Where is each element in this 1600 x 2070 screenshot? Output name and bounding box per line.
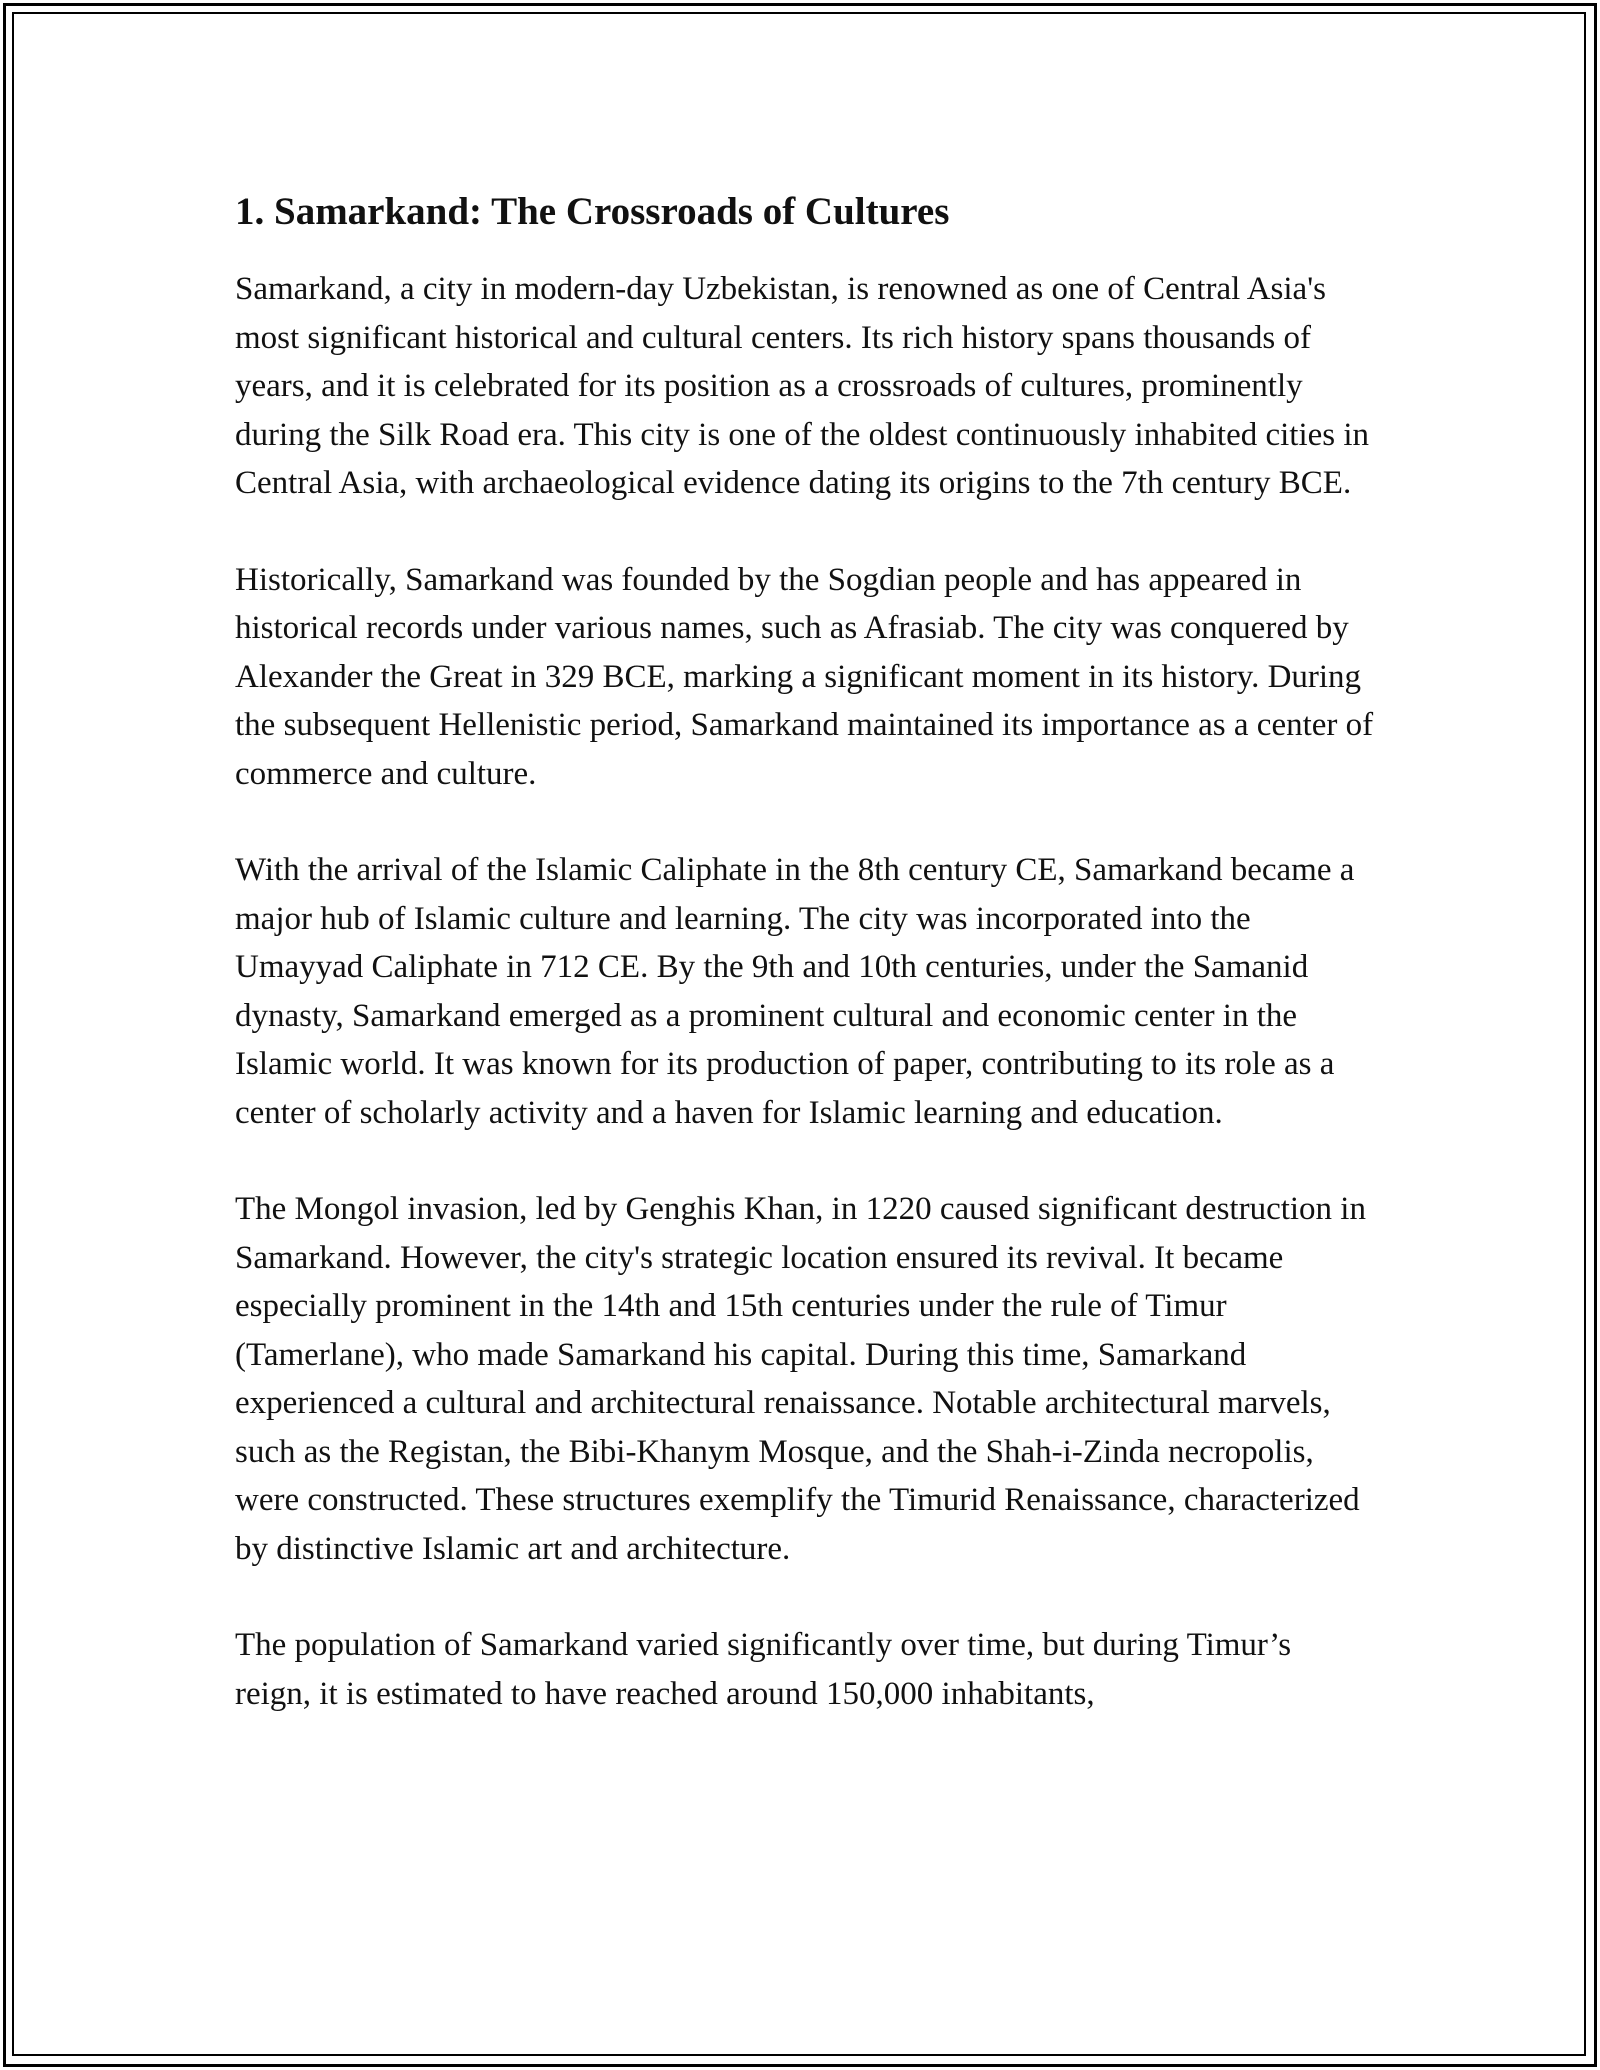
paragraph-4: The Mongol invasion, led by Genghis Khan, in 1220 caused significant destruction in Samarkand. However, the city's strategic location ensured its revival. It became especially prominent in the 14th and 15th centuries under the rule of Timur (Tamerlane), who made Samarkand his capital. During this time, Samarkand experienced a cultural and architectural renaissance. Notable architectural marvels, such as the Registan, the Bibi-Khanym Mosque, and the Shah-i-Zinda necropolis, were constructed. These structures exemplify the Timurid Renaissance, characterized by distinctive Islamic art and architecture. — [235, 1191, 1366, 1567]
section-heading: 1. Samarkand: The Crossroads of Cultures — [235, 190, 950, 233]
paragraph-2: Historically, Samarkand was founded by the Sogdian people and has appeared in historical records under various names, such as Afrasiab. The city was conquered by Alexander the Great in 329 BCE, marking a significant moment in its history. During the subsequent Hellenistic period, Samarkand maintained its importance as a center of commerce and culture. — [235, 561, 1374, 792]
paragraph-1: Samarkand, a city in modern-day Uzbekistan, is renowned as one of Central Asia's most significant historical and cultural centers. Its rich history spans thousands of years, and it is celebrated for its position as a crossroads of cultures, prominently during the Silk Road era. This city is one of the oldest continuously inhabited cities in Central Asia, with archaeological evidence dating its origins to the 7th century BCE. — [235, 271, 1370, 501]
paragraph-5: The population of Samarkand varied significantly over time, but during Timur’s reign, it is estimated to have reached around 150,000 inhabitants, — [235, 1627, 1292, 1712]
paragraph-3: With the arrival of the Islamic Caliphate in the 8th century CE, Samarkand became a major hub of Islamic culture and learning. The city was incorporated into the Umayyad Caliphate in 712 CE. By the 9th and 10th centuries, under the Samanid dynasty, Samarkand emerged as a prominent cultural and economic center in the Islamic world. It was known for its production of paper, contributing to its role as a center of scholarly activity and a haven for Islamic learning and education. — [235, 852, 1355, 1131]
document-page — [235, 187, 1375, 1766]
